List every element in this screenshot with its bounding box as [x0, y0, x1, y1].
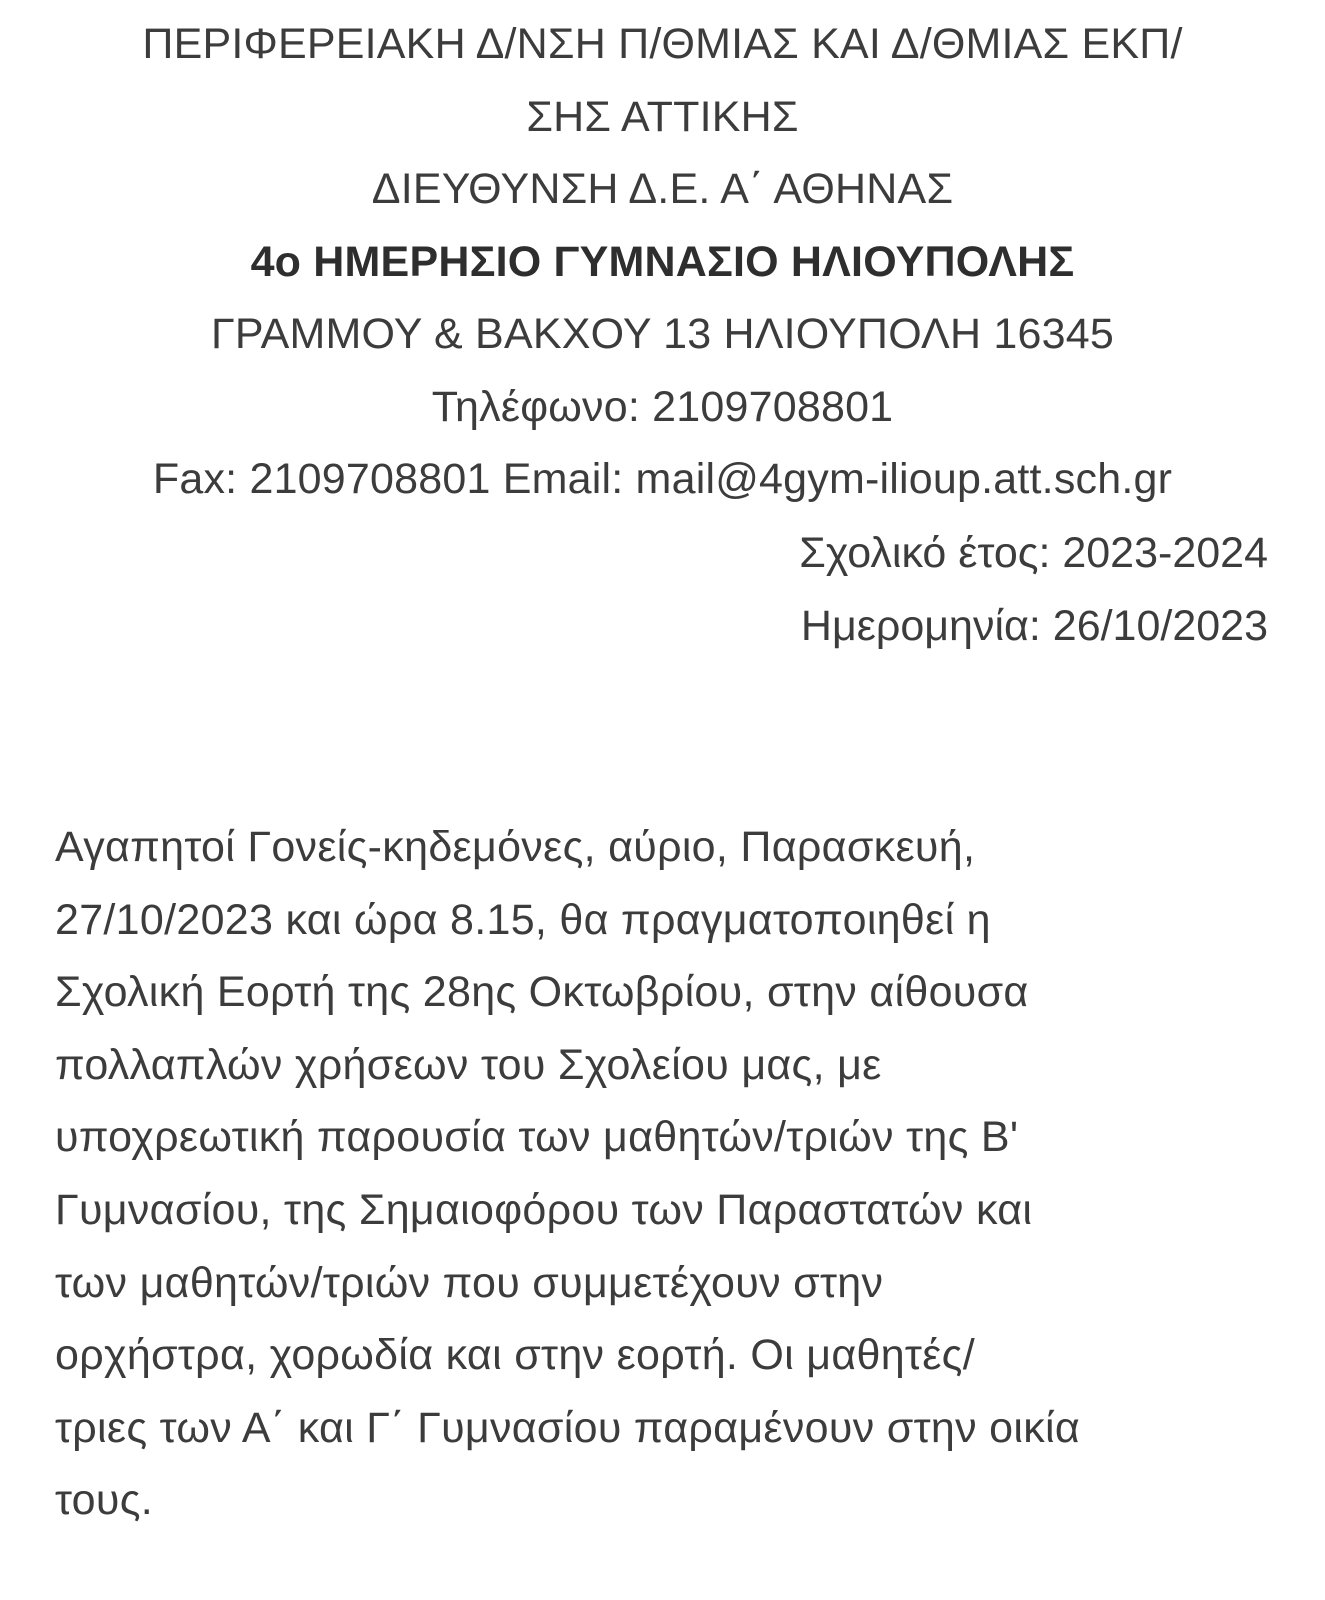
- document-date: Ημερομηνία: 26/10/2023: [800, 601, 1268, 650]
- school-phone: Τηλέφωνο: 2109708801: [431, 382, 894, 431]
- body-line: τους.: [55, 1476, 153, 1525]
- document-meta: [799, 517, 1268, 662]
- announcement-body: [55, 811, 1270, 1537]
- school-name: 4ο ΗΜΕΡΗΣΙΟ ΓΥΜΝΑΣΙΟ ΗΛΙΟΥΠΟΛΗΣ: [250, 237, 1075, 286]
- school-year: Σχολικό έτος: 2023-2024: [799, 529, 1268, 577]
- body-line: Αγαπητοί Γονείς-κηδεμόνες, αύριο, Παρασκευή,: [55, 823, 976, 871]
- body-line: ορχήστρα, χορωδία και στην εορτή. Οι μαθητές/: [55, 1331, 975, 1380]
- body-line: των μαθητών/τριών που συμμετέχουν στην: [55, 1258, 884, 1307]
- body-line: πολλαπλών χρήσεων του Σχολείου μας, με: [55, 1040, 882, 1089]
- school-fax-email: Fax: 2109708801 Email: mail@4gym-ilioup.att.sch.gr: [152, 455, 1173, 503]
- body-line: υποχρεωτική παρουσία των μαθητών/τριών της Β': [55, 1113, 1019, 1162]
- body-line: τριες των Α΄ και Γ΄ Γυμνασίου παραμένουν στην οικία: [55, 1403, 1081, 1452]
- header-division: ΔΙΕΥΘΥΝΣΗ Δ.Ε. Α΄ ΑΘΗΝΑΣ: [371, 165, 954, 213]
- body-line: Γυμνασίου, της Σημαιοφόρου των Παραστατών και: [55, 1185, 1033, 1234]
- letterhead: [0, 8, 1325, 516]
- school-address: ΓΡΑΜΜΟΥ & ΒΑΚΧΟΥ 13 ΗΛΙΟΥΠΟΛΗ 16345: [211, 310, 1114, 358]
- body-line: 27/10/2023 και ώρα 8.15, θα πραγματοποιηθεί η: [55, 895, 991, 944]
- body-line: Σχολική Εορτή της 28ης Οκτωβρίου, στην αίθουσα: [55, 968, 1029, 1017]
- header-directorate-line-1: ΠΕΡΙΦΕΡΕΙΑΚΗ Δ/ΝΣΗ Π/ΘΜΙΑΣ ΚΑΙ Δ/ΘΜΙΑΣ ΕΚΠ/: [142, 20, 1183, 68]
- header-directorate-line-2: ΣΗΣ ΑΤΤΙΚΗΣ: [526, 92, 799, 141]
